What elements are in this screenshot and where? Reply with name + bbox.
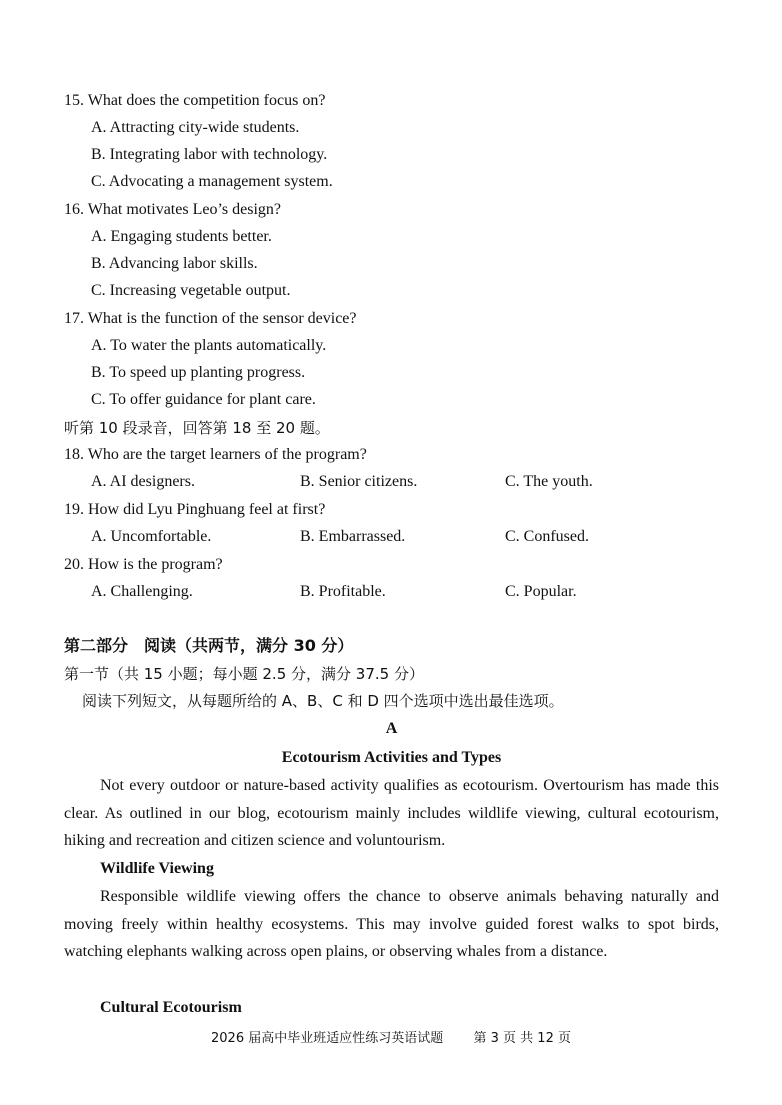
question-17-option-a: A. To water the plants automatically. <box>91 337 327 354</box>
part-2-heading: 第二部分 阅读（共两节，满分 30 分） <box>64 636 354 655</box>
question-16-option-b: B. Advancing labor skills. <box>91 255 258 272</box>
question-18-stem: 18. Who are the target learners of the program? <box>64 446 367 463</box>
question-16-option-a: A. Engaging students better. <box>91 228 272 245</box>
footer-exam-title: 2026 届高中毕业班适应性练习英语试题 <box>211 1031 444 1046</box>
question-20-stem: 20. How is the program? <box>64 556 223 573</box>
part-2-section-1: 第一节（共 15 小题；每小题 2.5 分，满分 37.5 分） <box>64 665 424 683</box>
question-18-option-a: A. AI designers. <box>91 473 195 490</box>
question-16-stem: 16. What motivates Leo’s design? <box>64 201 281 218</box>
question-20-option-b: B. Profitable. <box>300 583 386 600</box>
question-15-option-a: A. Attracting city-wide students. <box>91 119 300 136</box>
question-17-option-b: B. To speed up planting progress. <box>91 364 306 381</box>
question-19-option-a: A. Uncomfortable. <box>91 528 212 545</box>
question-18-option-b: B. Senior citizens. <box>300 473 418 490</box>
passage-title: Ecotourism Activities and Types <box>281 749 502 766</box>
subheading-wildlife-viewing: Wildlife Viewing <box>100 860 214 877</box>
question-15-option-c: C. Advocating a management system. <box>91 173 333 190</box>
passage-paragraph-1: Not every outdoor or nature-based activity qualifies as ecotourism. Overtourism has made this clear. As outlined in our blog, ecotourism mainly includes wildlife viewing, cultural ecotourism, hiking and recreation and citizen science and voluntourism. <box>64 777 719 849</box>
question-18-option-c: C. The youth. <box>505 473 593 490</box>
question-19-option-b: B. Embarrassed. <box>300 528 406 545</box>
page-footer <box>0 1030 782 1048</box>
question-17-option-c: C. To offer guidance for plant care. <box>91 391 316 408</box>
question-20-option-c: C. Popular. <box>505 583 577 600</box>
passage-paragraph-2: Responsible wildlife viewing offers the chance to observe animals behaving naturally and moving freely within healthy ecosystems. This may involve guided forest walks to spot birds, watching elephants walking across open plains, or observing whales from a distance. <box>64 888 719 960</box>
subheading-cultural-ecotourism: Cultural Ecotourism <box>100 999 242 1016</box>
question-20-option-a: A. Challenging. <box>91 583 193 600</box>
question-16-option-c: C. Increasing vegetable output. <box>91 282 291 299</box>
passage-letter: A <box>385 720 398 737</box>
question-19-stem: 19. How did Lyu Pinghuang feel at first? <box>64 501 326 518</box>
footer-page-number: 第 3 页 共 12 页 <box>473 1031 571 1046</box>
question-15-stem: 15. What does the competition focus on? <box>64 92 326 109</box>
question-17-stem: 17. What is the function of the sensor device? <box>64 310 357 327</box>
section-10-instruction: 听第 10 段录音，回答第 18 至 20 题。 <box>64 419 330 437</box>
part-2-instruction: 阅读下列短文，从每题所给的 A、B、C 和 D 四个选项中选出最佳选项。 <box>82 692 564 710</box>
question-15-option-b: B. Integrating labor with technology. <box>91 146 328 163</box>
question-19-option-c: C. Confused. <box>505 528 589 545</box>
